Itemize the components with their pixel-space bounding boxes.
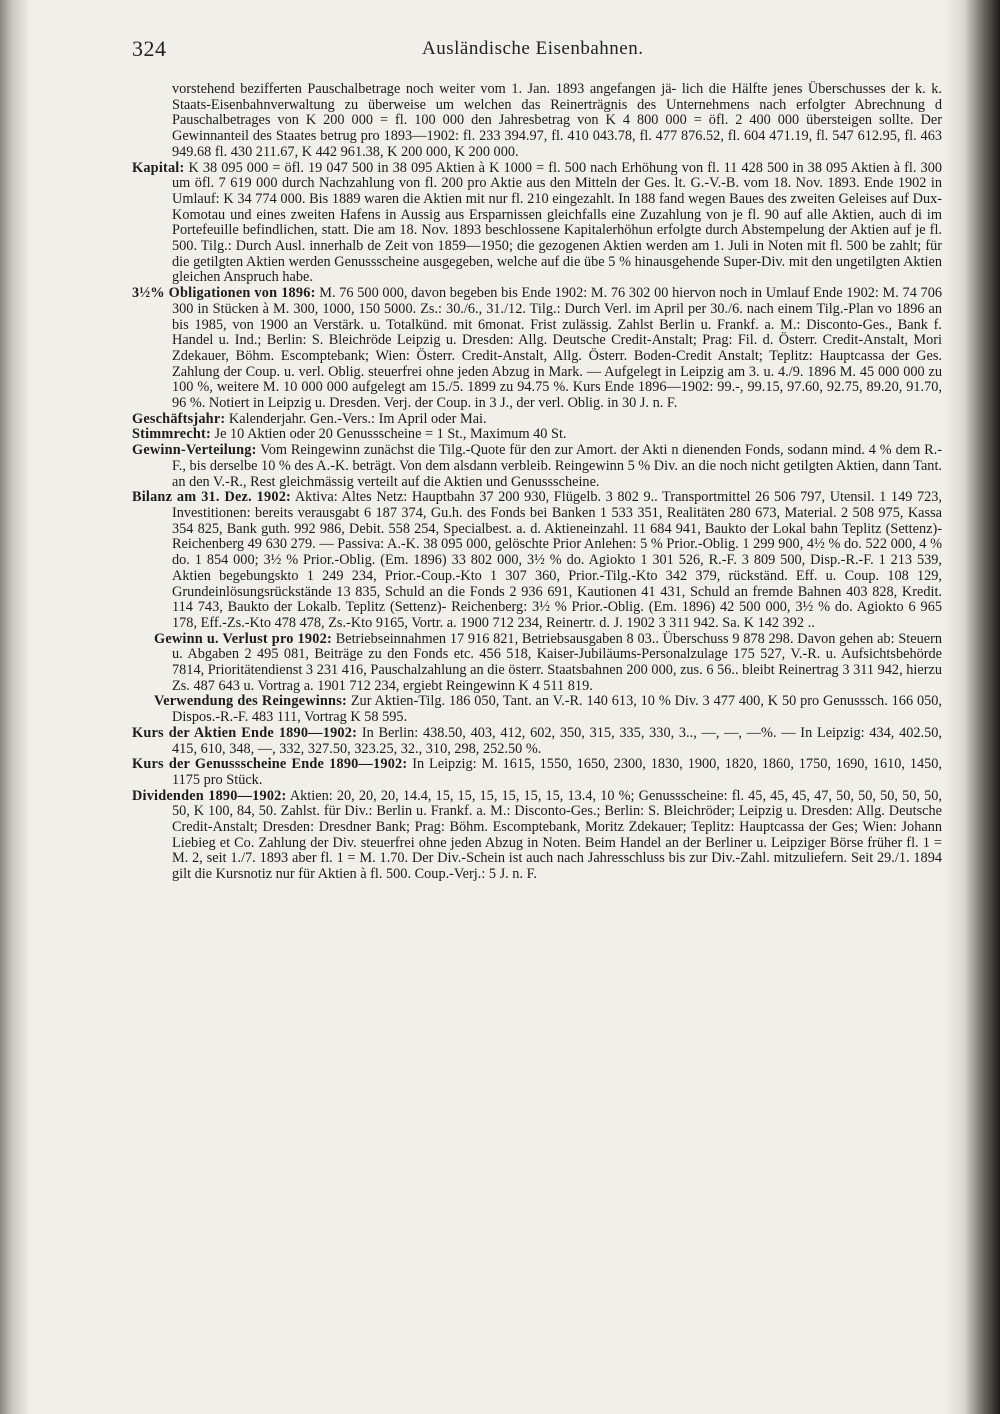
section-label: Stimmrecht: xyxy=(132,426,211,443)
page-body xyxy=(132,82,942,883)
intro-text: vorstehend bezifferten Pauschalbetrage noch weiter vom 1. Jan. 1893 angefangen jä- lich die Hälfte jenes Überschusses der k. k. Staats-Eisenbahnverwaltung zu überweise um welchen das Reinerträgnis des Unternehmens nach erfolgter Abrechnung d Pauschalbetrages von K 200 000 = fl. 100 000 den Jahresbetrag von K 4 800 000 = öfl. 2 400 000 übersteigen sollte. Der Gewinnanteil des Staates betrug pro 1893—1902: fl. 233 394.97, fl. 410 043.78, fl. 477 876.52, fl. 604 471.19, fl. 547 612.95, fl. 463 949.68 fl. 430 211.67, K 442 961.38, K 200 000, K 200 000. xyxy=(172,81,942,160)
section-label: Geschäftsjahr: xyxy=(132,410,226,427)
running-title: Ausländische Eisenbahnen. xyxy=(422,38,644,59)
section-text: Zur Aktien-Tilg. 186 050, Tant. an V.-R. 140 613, 10 % Div. 3 477 400, K 50 pro Genusssch. 166 050, Dispos.-R.-F. 483 111, Vortrag K 58 595. xyxy=(172,693,942,726)
section-kurs-aktien xyxy=(132,726,942,757)
section-text: Vom Reingewinn zunächst die Tilg.-Quote für den zur Amort. der Akti n dienenden Fonds, sodann mind. 4 % dem R.-F., bis derselbe 10 % des A.-K. beträgt. Von dem alsdann verbleib. Reingewinn 5 % Div. an die noch nicht getilgten Aktien, dann Tant. an den V.-R., Rest gleichmässig verteilt auf die Aktien und Genussscheine. xyxy=(172,442,942,490)
section-text: Betriebseinnahmen 17 916 821, Betriebsausgaben 8 03.. Überschuss 9 878 298. Davon gehen ab: Steuern u. Abgaben 2 495 081, Beiträge zu den Fonds etc. 456 518, Kaiser-Jubiläums-Personalzulage 175 527, V.-R. u. Aufsichtsbehörde 7814, Prioritätendienst 3 231 416, Pauschalzahlung an die österr. Staatsbahnen 200 000, zus. 6 56.. bleibt Reinertrag 3 311 942, hierzu Zs. 487 643 u. Vortrag a. 1901 712 234, ergiebt Reingewinn K 4 511 819. xyxy=(172,630,942,694)
section-obligationen xyxy=(132,286,942,412)
page-header xyxy=(132,36,940,62)
section-text: Aktiva: Altes Netz: Hauptbahn 37 200 930, Flügelb. 3 802 9.. Transportmittel 26 506 797, Utensil. 1 149 723, Investitionen: bereits verausgabt 6 187 374, Gu.h. des Fonds bei Banken 1 533 351, Realitäten 280 673, Material. 2 508 975, Kassa 354 825, Bank guth. 992 986, Debit. 558 254, Specialbest. a. d. Aktieneinzahl. 11 684 941, Baukto der Lokal bahn Teplitz (Settenz)-Reichenberg 49 630 279. — Passiva: A.-K. 38 095 000, gelöschte Prior Anlehen: 5 % Prior.-Oblig. 1 299 900, 4½ % do. 522 000, 4 % do. 1 854 000; 3½ % Prior.-Oblig. (Em. 1896) 33 802 000, 3½ % do. Agiokto 1 301 526, R.-F. 3 809 500, Disp.-R.-F. 1 213 539, Aktien begebungskto 1 249 234, Prior.-Coup.-Kto 1 307 360, Prior.-Tilg.-Kto 342 379, rückständ. Eff. u. Coup. 108 129, Grundeinlösungsrückstände 13 835, Schuld an die Fonds 2 936 691, Kautionen 41 431, Schuld an fremde Bahnen 403 828, Kredit. 114 743, Baukto der Lokalb. Teplitz (Settenz)- Reichenberg: 3½ % Prior.-Oblig. (Em. 1896) 42 500 000, 3½ % do. Agiokto 6 965 178, Eff.-Zs.-Kto 478 478, Zs.-Kto 9165, Vortr. a. 1900 712 234, Reinertr. d. J. 1902 3 311 942. Sa. K 142 392 .. xyxy=(172,489,942,631)
section-gewinn-verteilung xyxy=(132,443,942,490)
section-label: Gewinn-Verteilung: xyxy=(132,442,257,459)
section-stimmrecht xyxy=(132,427,942,443)
section-gewinn-verlust xyxy=(132,632,942,695)
section-text: K 38 095 000 = öfl. 19 047 500 in 38 095 Aktien à K 1000 = fl. 500 nach Erhöhung von fl. 11 428 500 in 38 095 Aktien à fl. 300 um öfl. 7 619 000 durch Nachzahlung von fl. 200 pro Aktie aus den Mitteln der Ges. lt. G.-V.-B. vom 18. Nov. 1893. Ende 1902 in Umlauf: K 34 774 000. Bis 1889 waren die Aktien mit nur fl. 210 eingezahlt. In 188 fand wegen Baues des zweiten Geleises auf Dux-Komotau und eines zweiten Hafens in Aussig aus Ersparnissen gleichfalls eine Zuzahlung von je fl. 90 auf alle Aktien, auch di im Portefeuille befindlichen, statt. Die am 18. Nov. 1893 beschlossene Kapitalerhöhun erfolgte durch Abstempelung der Aktien auf je fl. 500. Tilg.: Durch Ausl. innerhalb de Zeit von 1859—1950; die gezogenen Aktien werden am 1. Juli in Noten mit fl. 500 be zahlt; für die getilgten Aktien werden Genussscheine ausgegeben, welche auf die übe 5 % hinausgehende Super-Div. mit den ungetilgten Aktien gleichen Anspruch habe. xyxy=(172,159,942,286)
section-verwendung xyxy=(132,694,942,725)
section-text: Je 10 Aktien oder 20 Genussscheine = 1 St., Maximum 40 St. xyxy=(214,426,567,443)
section-text: Kalenderjahr. Gen.-Vers.: Im April oder Mai. xyxy=(228,410,487,427)
intro-paragraph xyxy=(132,82,942,161)
section-kapital xyxy=(132,161,942,287)
section-kurs-genussscheine xyxy=(132,757,942,788)
section-bilanz xyxy=(132,490,942,631)
section-text: In Leipzig: M. 1615, 1550, 1650, 2300, 1830, 1900, 1820, 1860, 1750, 1690, 1610, 1450, 1175 pro Stück. xyxy=(172,756,943,788)
section-text: In Berlin: 438.50, 403, 412, 602, 350, 315, 335, 330, 3.., —, —, —%. — In Leipzig: 434, 402.50, 415, 610, 348, —, 332, 327.50, 323.25, 32., 310, 298, 252.50 %. xyxy=(172,724,942,757)
section-text: M. 76 500 000, davon begeben bis Ende 1902: M. 76 302 00 hiervon noch in Umlauf Ende 1902: M. 74 706 300 in Stücken à M. 300, 1000, 150 5000. Zs.: 30./6., 31./12. Tilg.: Durch Verl. im April per 30./6. nach einem Tilg.-Plan vo 1896 an bis 1985, von 1900 an Verstärk. u. Totalkünd. mit 6monat. Frist zulässig. Zahlst Berlin u. Frankf. a. M.: Disconto-Ges., Bank f. Handel u. Ind.; Berlin: S. Bleichröde Leipzig u. Dresden: Allg. Deutsche Credit-Anstalt; Prag: Fil. d. Österr. Credit-Anstalt, Mori Zdekauer, Böhm. Escomptebank; Wien: Österr. Credit-Anstalt, Allg. Österr. Boden-Credit Anstalt; Teplitz: Hauptcassa der Ges. Zahlung der Coup. u. verl. Oblig. steuerfrei ohne jeden Abzug in Mark. — Aufgelegt in Leipzig am 3. u. 4./9. 1896 M. 45 000 000 zu 100 %, weitere M. 10 000 000 aufgelegt am 15./5. 1899 zu 94.75 %. Kurs Ende 1896—1902: 99.-, 99.15, 97.60, 92.75, 89.20, 91.70, 96 %. Notiert in Leipzig u. Dresden. Verj. der Coup. in 3 J., der verl. Oblig. in 30 J. n. F. xyxy=(172,285,942,412)
section-label: Gewinn u. Verlust pro 1902: xyxy=(154,630,332,647)
section-label: Dividenden 1890—1902: xyxy=(132,787,287,804)
section-label: 3½% Obligationen von 1896: xyxy=(132,285,316,302)
section-label: Kapital: xyxy=(132,159,185,176)
section-text: Aktien: 20, 20, 20, 14.4, 15, 15, 15, 15, 15, 15, 13.4, 10 %; Genussscheine: fl. 45, 45, 45, 47, 50, 50, 50, 50, 50, 50, K 100, 84, 50. Zahlst. für Div.: Berlin u. Frankf. a. M.: Disconto-Ges.; Berlin: S. Bleichröder; Leipzig u. Dresden: Allg. Deutsche Credit-Anstalt; Dresden: Dresdner Bank; Prag: Böhm. Escomptebank, Moritz Zdekauer; Teplitz: Hauptcassa der Ges; Wien: Johann Liebieg et Co. Zahlung der Div. steuerfrei ohne jeden Abzug in Noten. Beim Handel an der Berliner u. Leipziger Börse früher fl. 1 = M. 2, seit 1./7. 1893 aber fl. 1 = M. 1.70. Der Div.-Schein ist auch nach Jahresschluss bis zur Div.-Zahl. mitzuliefern. Seit 29./1. 1894 gilt die Kursnotiz nur für Aktien à fl. 500. Coup.-Verj.: 5 J. n. F. xyxy=(172,787,942,883)
section-label: Kurs der Genussscheine Ende 1890—1902: xyxy=(132,756,408,773)
page-number: 324 xyxy=(132,36,167,61)
section-label: Verwendung des Reingewinns: xyxy=(154,693,347,710)
section-dividenden xyxy=(132,789,942,883)
section-geschaeftsjahr xyxy=(132,412,942,428)
section-label: Kurs der Aktien Ende 1890—1902: xyxy=(132,724,358,741)
section-label: Bilanz am 31. Dez. 1902: xyxy=(132,489,292,506)
